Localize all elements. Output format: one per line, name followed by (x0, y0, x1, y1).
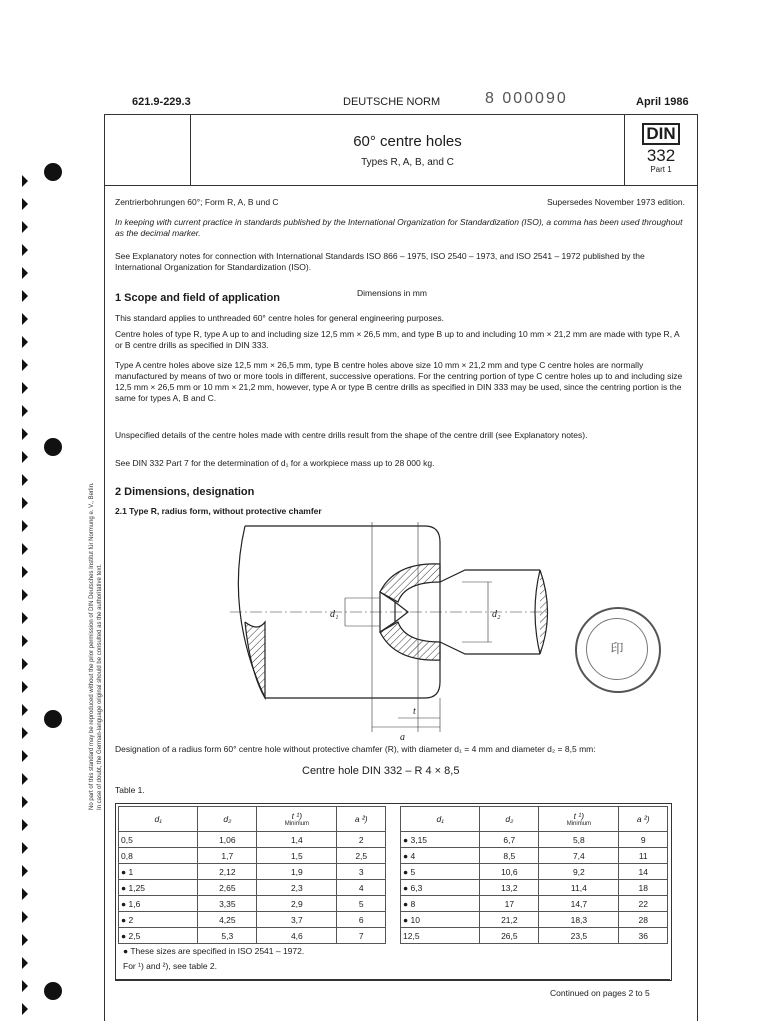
col-t: t ¹) Minimum (257, 807, 337, 832)
table-row (401, 928, 668, 944)
table-cell: 1,4 (257, 832, 337, 848)
german-title: Zentrierbohrungen 60°; Form R, A, B und C (115, 197, 279, 207)
table-cell: 11,4 (539, 880, 619, 896)
title-block (104, 114, 698, 186)
table-row (401, 848, 668, 864)
table-cell: 2,65 (198, 880, 257, 896)
table-cell: ● 10 (401, 912, 480, 928)
library-stamp (575, 607, 661, 693)
table-cell: 5,3 (198, 928, 257, 944)
table-cell: 0,8 (119, 848, 198, 864)
table-cell: 12,5 (401, 928, 480, 944)
table-cell: 5 (337, 896, 386, 912)
part-number: Part 1 (650, 165, 672, 174)
table-cell: 6 (337, 912, 386, 928)
table-cell: 7,4 (539, 848, 619, 864)
scope-paragraph-1: This standard applies to unthreaded 60° centre holes for general engineering purposes. (115, 313, 444, 323)
table-cell: 5,8 (539, 832, 619, 848)
table-cell: 9 (619, 832, 668, 848)
col-d1: d₁ (119, 807, 198, 832)
table-cell: 11 (619, 848, 668, 864)
din-number-cell (624, 115, 697, 185)
table-row (119, 928, 386, 944)
table-cell: ● 1 (119, 864, 198, 880)
serial-stamp: 8 000090 (485, 90, 568, 107)
table-row (119, 896, 386, 912)
punch-hole (44, 710, 62, 728)
table-row (119, 864, 386, 880)
table-header-row (401, 807, 668, 832)
din-number: 332 (646, 146, 676, 165)
table-cell: 8,5 (480, 848, 539, 864)
copyright-side-note: No part of this standard may be reproduced without the prior permission of DIN Deutsches Institut für Normung e. V., Berlin. In case of doubt, the German-language original should be consulted as the authoritative text. (89, 482, 103, 810)
col-d1: d₁ (401, 807, 480, 832)
issue-date: April 1986 (636, 96, 689, 108)
table-note-iso: ● These sizes are specified in ISO 2541 – 1972. (123, 946, 305, 956)
table-cell: 3 (337, 864, 386, 880)
table-note-footnotes: For ¹) and ²), see table 2. (123, 961, 218, 971)
table-cell: 18,3 (539, 912, 619, 928)
table-cell: 9,2 (539, 864, 619, 880)
table-cell: 17 (480, 896, 539, 912)
table-cell: 28 (619, 912, 668, 928)
table-cell: 22 (619, 896, 668, 912)
table-row (401, 912, 668, 928)
table-cell: ● 3,15 (401, 832, 480, 848)
table-row (119, 832, 386, 848)
table-row (401, 832, 668, 848)
table-cell: 2 (337, 832, 386, 848)
dimensions-note: Dimensions in mm (357, 288, 427, 298)
continued-note: Continued on pages 2 to 5 (550, 988, 650, 998)
table-cell: 14,7 (539, 896, 619, 912)
table-row (401, 880, 668, 896)
table-cell: 3,35 (198, 896, 257, 912)
table-row (401, 896, 668, 912)
section-1-heading: 1 Scope and field of application (115, 292, 281, 304)
table-cell: 26,5 (480, 928, 539, 944)
table-cell: 2,12 (198, 864, 257, 880)
title-block-left-cell (105, 115, 191, 185)
table-cell: ● 8 (401, 896, 480, 912)
col-d2: d₂ (198, 807, 257, 832)
table-1-label: Table 1. (115, 785, 145, 795)
table-cell: 4,25 (198, 912, 257, 928)
stamp-seal-mark: 印 (586, 618, 648, 680)
d1-label: d₁ (330, 609, 339, 620)
table-cell: ● 6,3 (401, 880, 480, 896)
explanatory-note: See Explanatory notes for connection with International Standards ISO 866 – 1975, ISO 2540 – 1973, and ISO 2541 – 1972 published by the International Organization for Standardization (ISO). (115, 251, 645, 272)
scope-paragraph-4: Unspecified details of the centre holes made with centre drills result from the shape of the centre drill (see Explanatory notes). (115, 430, 588, 440)
decimal-marker-note: In keeping with current practice in standards published by the International Organization for Standardization (ISO), a comma has been used throughout as the decimal marker. (115, 217, 683, 238)
punch-hole (44, 163, 62, 181)
table-cell: ● 1,6 (119, 896, 198, 912)
t-label: t (413, 706, 416, 717)
scope-paragraph-5: See DIN 332 Part 7 for the determination of d₁ for a workpiece mass up to 28 000 kg. (115, 458, 435, 468)
table-cell: 1,06 (198, 832, 257, 848)
binding-strip (0, 170, 30, 1020)
table-cell: 7 (337, 928, 386, 944)
norm-label: DEUTSCHE NORM (343, 96, 441, 108)
section-2-1-heading: 2.1 Type R, radius form, without protective chamfer (115, 506, 322, 516)
table-cell: ● 2,5 (119, 928, 198, 944)
table-cell: 2,5 (337, 848, 386, 864)
punch-hole (44, 982, 62, 1000)
section-2-heading: 2 Dimensions, designation (115, 486, 255, 498)
a-label: a (400, 732, 405, 743)
table-row (119, 880, 386, 896)
designation-description: Designation of a radius form 60° centre hole without protective chamfer (R), with diameter d₁ = 4 mm and diameter d₂ = 8,5 mm: (115, 744, 596, 754)
col-t: t ¹) Minimum (539, 807, 619, 832)
table-cell: 21,2 (480, 912, 539, 928)
table-cell: 18 (619, 880, 668, 896)
table-row (401, 864, 668, 880)
table-cell: 23,5 (539, 928, 619, 944)
din-logo: DIN (642, 123, 679, 145)
table-row (119, 848, 386, 864)
table-cell: 2,9 (257, 896, 337, 912)
table-cell: 1,7 (198, 848, 257, 864)
scope-paragraph-3: Type A centre holes above size 12,5 mm × 26,5 mm, type B centre holes above size 10 mm × 21,2 mm and type C centre holes are normally manufactured by means of two or more tools in different, successive operations. For the centring portion of type C centre holes up to and including size 12,5 mm × 26,5 mm or 10 mm × 21,2 mm, however, type A or type B centre drills as specified in DIN 333 may be used, since the centring portion is the same for types A, B and C. (115, 360, 683, 403)
table-cell: 13,2 (480, 880, 539, 896)
table-cell: ● 1,25 (119, 880, 198, 896)
table-row (119, 912, 386, 928)
table-cell: 4 (337, 880, 386, 896)
table-cell: ● 2 (119, 912, 198, 928)
supersedes-note: Supersedes November 1973 edition. (547, 197, 685, 207)
document-subtitle: Types R, A, B, and C (361, 157, 454, 168)
table-bottom-rule (115, 979, 670, 980)
table-cell: 1,5 (257, 848, 337, 864)
table-cell: 14 (619, 864, 668, 880)
table-cell: 4,6 (257, 928, 337, 944)
table-cell: 10,6 (480, 864, 539, 880)
table-1-left (118, 806, 386, 944)
scope-paragraph-2: Centre holes of type R, type A up to and including size 12,5 mm × 26,5 mm, and type B up to and including 10 mm × 21,2 mm are made with type R, A or B centre drills as specified in DIN 333. (115, 329, 680, 350)
table-1-right (400, 806, 668, 944)
table-cell: ● 4 (401, 848, 480, 864)
document-title: 60° centre holes (353, 133, 462, 150)
table-cell: 6,7 (480, 832, 539, 848)
col-a: a ²) (337, 807, 386, 832)
table-cell: ● 5 (401, 864, 480, 880)
col-d2: d₂ (480, 807, 539, 832)
table-cell: 2,3 (257, 880, 337, 896)
designation-example: Centre hole DIN 332 – R 4 × 8,5 (302, 765, 460, 777)
udc-number: 621.9-229.3 (132, 96, 191, 108)
centre-hole-drawing (230, 522, 560, 744)
table-cell: 1,9 (257, 864, 337, 880)
d2-label: d₂ (492, 609, 501, 620)
table-cell: 0,5 (119, 832, 198, 848)
table-cell: 3,7 (257, 912, 337, 928)
punch-hole (44, 438, 62, 456)
col-a: a ²) (619, 807, 668, 832)
table-header-row (119, 807, 386, 832)
table-cell: 36 (619, 928, 668, 944)
